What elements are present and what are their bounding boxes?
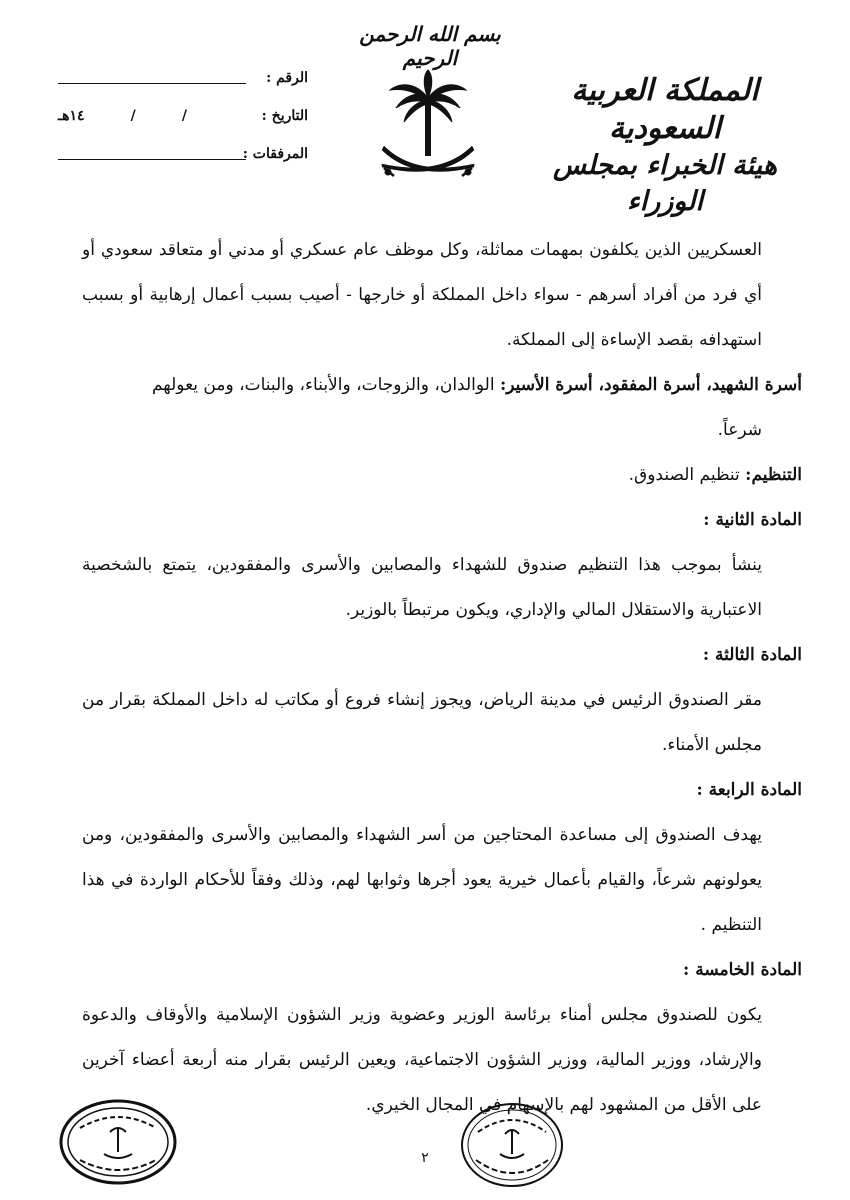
attachments-row xyxy=(58,146,308,184)
date-label: التاريخ : xyxy=(261,108,308,124)
date-row xyxy=(58,108,308,146)
palm-and-swords-emblem-icon xyxy=(378,68,478,188)
page-number: ٢ xyxy=(421,1150,429,1166)
article-4-title: المادة الرابعة : xyxy=(696,780,802,800)
document-meta xyxy=(58,70,308,184)
article-5-text: يكون للصندوق مجلس أمناء برئاسة الوزير وعضوية وزير الشؤون الإسلامية والأوقاف والدعوة والإرشاد، ووزير المالية، ووزير الشؤون الاجتماعية، ويعين الرئيس بقرار منه أربعة أعضاء آخرين على الأقل من المشهود لهم بالإسهام في المجال الخيري. xyxy=(82,1005,762,1115)
date-day-blank xyxy=(233,108,238,124)
definition-regulation-term: التنظيم: xyxy=(745,465,802,485)
definition-family-text: الوالدان، والزوجات، والأبناء، والبنات، ومن يعولهم xyxy=(151,375,500,395)
official-seal-center-icon xyxy=(460,1102,564,1188)
definition-family xyxy=(82,363,802,408)
article-4-text: يهدف الصندوق إلى مساعدة المحتاجين من أسر الشهداء والمصابين والأسرى والمفقودين، ومن يعولونهم شرعاً، والقيام بأعمال خيرية يعود أجرها وثوابها لهم، وذلك وفقاً للأحكام الواردة في هذا التنظيم . xyxy=(82,825,762,935)
official-seal-left-icon xyxy=(58,1098,178,1186)
definition-regulation-text: تنظيم الصندوق. xyxy=(628,465,746,485)
attachments-label: المرفقات : xyxy=(242,146,308,162)
organization-name xyxy=(520,72,810,220)
number-line xyxy=(58,83,246,84)
definition-family-continued: شرعاً. xyxy=(717,420,762,440)
number-label: الرقم : xyxy=(266,70,308,86)
article-3-text: مقر الصندوق الرئيس في مدينة الرياض، ويجوز إنشاء فروع أو مكاتب له داخل المملكة بقرار من مجلس الأمناء. xyxy=(82,690,762,755)
article-5-title: المادة الخامسة : xyxy=(683,960,802,980)
number-row xyxy=(58,70,308,108)
date-separator-1: / xyxy=(181,108,188,124)
article-2-text: ينشأ بموجب هذا التنظيم صندوق للشهداء والمصابين والأسرى والمفقودين، يتمتع بالشخصية الاعتبارية والاستقلال المالي والإداري، ويكون مرتبطاً بالوزير. xyxy=(82,555,762,620)
article-3-title: المادة الثالثة : xyxy=(702,645,802,665)
definition-regulation xyxy=(82,453,802,498)
definition-family-term: أسرة الشهيد، أسرة المفقود، أسرة الأسير: xyxy=(499,375,802,395)
paragraph-definition-continued: العسكريين الذين يكلفون بمهمات مماثلة، وكل موظف عام عسكري أو مدني أو متعاقد سعودي أو أي فرد من أفراد أسرهم - سواء داخل المملكة أو خارجها - أصيب بسبب أعمال إرهابية أو بسبب استهدافه بقصد الإساءة إلى المملكة. xyxy=(82,240,762,350)
date-separator-2: / xyxy=(130,108,136,124)
attachments-line xyxy=(58,159,246,160)
document-body xyxy=(82,228,802,1128)
article-2-title: المادة الثانية : xyxy=(703,510,802,530)
date-year-suffix: ١٤هـ xyxy=(58,108,85,124)
basmala: بسم الله الرحمن الرحيم xyxy=(359,22,501,70)
org-bureau-name: هيئة الخبراء بمجلس الوزراء xyxy=(552,150,778,217)
org-kingdom-name: المملكة العربية السعودية xyxy=(571,73,759,146)
date-value xyxy=(58,108,238,124)
